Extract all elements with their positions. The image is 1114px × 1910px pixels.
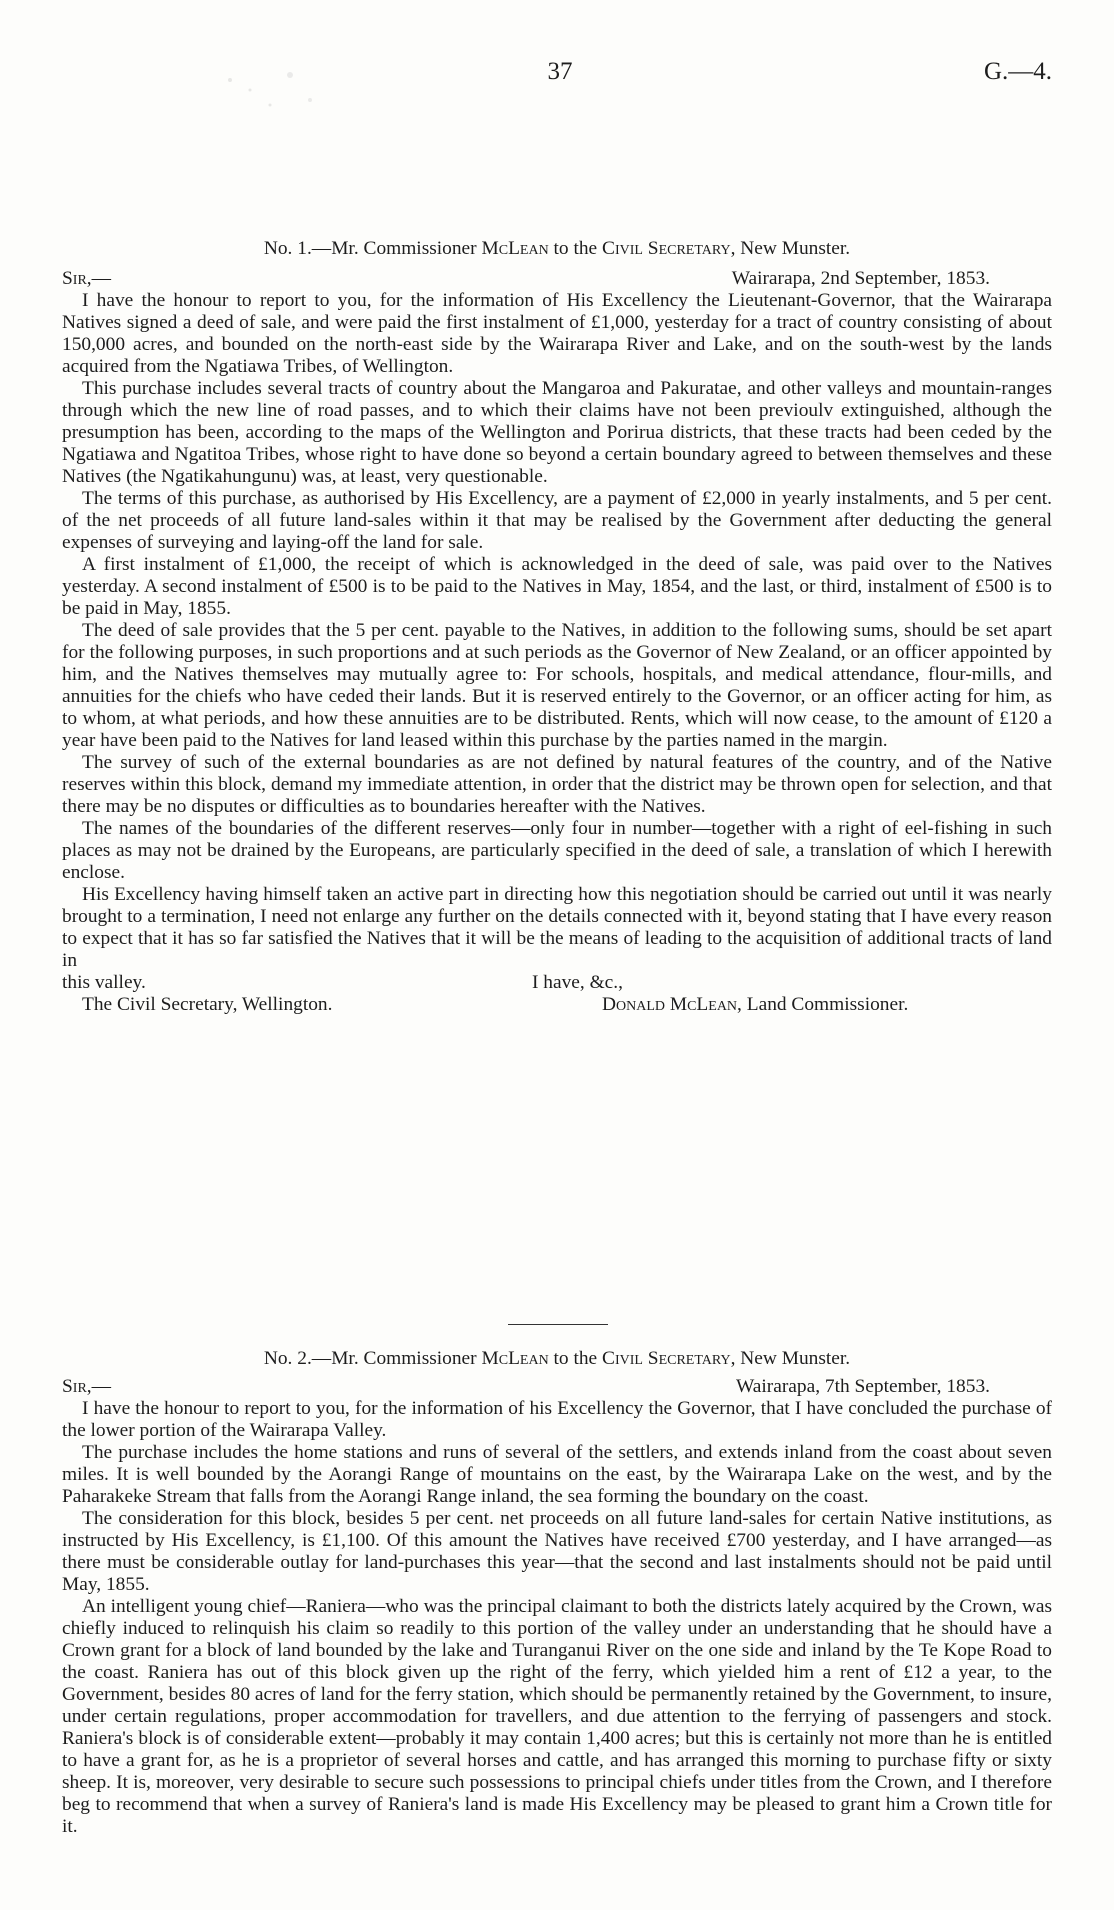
letter-2-heading <box>62 1348 1052 1370</box>
paragraph: I have the honour to report to you, for the information of His Excellency the Lieutenant-Governor, that the Wairarapa Natives signed a deed of sale, and were paid the first instalment of £1,000, yesterday for a tract of country consisting of about 150,000 acres, and bounded on the north-east side by the Wairarapa River and Lake, and on the south-west by the lands acquired from the Ngatiawa Tribes, of Wellington. <box>62 290 1052 377</box>
heading-recipient: Civil Secretary <box>602 1348 731 1369</box>
salutation: Sir,— <box>62 268 112 289</box>
paragraph: The survey of such of the external boundaries as are not defined by natural features of the country, and of the Native reserves within this block, demand my immediate attention, in order that the district may be thrown open for selection, and that there may be no disputes or difficulties as to boundaries hereafter with the Natives. <box>62 752 1052 817</box>
addressee: The Civil Secretary, Wellington. <box>82 994 333 1015</box>
heading-number: No. 1. <box>263 238 312 259</box>
stamp-smudge <box>200 60 340 120</box>
paragraph: The names of the boundaries of the different reserves—only four in number—together with a right of eel-fishing in such places as may not be drained by the Europeans, are particularly specified in the deed of sale, a translation of which I herewith enclose. <box>62 818 1052 883</box>
letter-1-heading <box>62 238 1052 260</box>
heading-sender: McLean <box>481 238 549 259</box>
paragraph: The purchase includes the home stations and runs of several of the settlers, and extends inland from the coast about seven miles. It is well bounded by the Aorangi Range of mountains on the east, by the Wairarapa Lake on the west, and by the Paharakeke Stream that falls from the Aorangi Range inland, the sea forming the boundary on the coast. <box>62 1442 1052 1507</box>
section-divider <box>508 1324 608 1325</box>
letter-1 <box>62 238 1052 1016</box>
paragraph: The deed of sale provides that the 5 per cent. payable to the Natives, in addition to the following sums, should be set apart for the following purposes, in such proportions and at such periods as the Governor of New Zealand, or an officer appointed by him, and the Natives themselves may mutually agree to: For schools, hospitals, and medical attendance, flour-mills, and annuities for the chiefs who have ceded their lands. But it is reserved entirely to the Governor, or an officer acting for him, as to whom, at what periods, and how these annuities are to be distributed. Rents, which will now cease, to the amount of £120 a year have been paid to the Natives for land leased within this purchase by the parties named in the margin. <box>62 620 1052 751</box>
series-code: G.—4. <box>983 58 1052 85</box>
heading-sender: McLean <box>481 1348 549 1369</box>
heading-prefix: —Mr. Commissioner <box>311 1348 482 1369</box>
paragraph: An intelligent young chief—Raniera—who was the principal claimant to both the districts lately acquired by the Crown, was chiefly induced to relinquish his claim so readily to this portion of the valley under an understanding that he should have a Crown grant for a block of land bounded by the lake and Turanganui River on the one side and inland by the Te Kope Road to the coast. Raniera has out of this block given up the right of the ferry, which yielded him a rent of £12 a year, to the Government, besides 80 acres of land for the ferry station, which should be permanently retained by the Government, to insure, under certain regulations, proper accommodation for travellers, and due attention to the ferrying of passengers and stock. Raniera's block is of considerable extent—probably it may contain 1,400 acres; but this is certainly not more than he is entitled to have a grant for, as he is a proprietor of several horses and cattle, and has arranged this morning to purchase fifty or sixty sheep. It is, moreover, very desirable to secure such possessions to principal chiefs under titles from the Crown, and I therefore beg to recommend that when a survey of Raniera's land is made His Excellency may be pleased to grant him a Crown title for it. <box>62 1596 1052 1837</box>
salutation-row <box>62 1376 1052 1398</box>
closing: I have, &c., <box>532 972 623 993</box>
closing-row <box>62 972 1052 994</box>
paragraph: The consideration for this block, besides 5 per cent. net proceeds on all future land-sales for certain Native institutions, as instructed by His Excellency, is £1,100. Of this amount the Natives have received £700 yesterday, and I have arranged—as there must be considerable outlay for land-purchases this year—that the second and last instalments should not be paid until May, 1855. <box>62 1508 1052 1595</box>
heading-number: No. 2. <box>263 1348 312 1369</box>
salutation: Sir,— <box>62 1376 112 1397</box>
paragraph: This purchase includes several tracts of country about the Mangaroa and Pakuratae, and other valleys and mountain-ranges through which the new line of road passes, and to which their claims have not been previoulv extinguished, although the presumption has been, according to the maps of the Wellington and Porirua districts, that these tracts had been ceded by the Ngatiawa and Ngatitoa Tribes, whose right to have done so beyond a certain boundary agreed to between themselves and these Natives (the Ngatikahungunu) was, at least, very questionable. <box>62 378 1052 487</box>
place-date: Wairarapa, 7th September, 1853. <box>736 1376 990 1397</box>
paragraph: A first instalment of £1,000, the receipt of which is acknowledged in the deed of sale, was paid over to the Natives yesterday. A second instalment of £500 is to be paid to the Natives in May, 1854, and the last, or third, instalment of £500 is to be paid in May, 1855. <box>62 554 1052 619</box>
heading-tail: , New Munster. <box>730 1348 851 1369</box>
paragraph: His Excellency having himself taken an active part in directing how this negotiation should be carried out until it was nearly brought to a termination, I need not enlarge any further on the details connected with it, beyond stating that I have every reason to expect that it has so far satisfied the Natives that it will be the means of leading to the acquisition of additional tracts of land in <box>62 884 1052 971</box>
paragraph: I have the honour to report to you, for the information of his Excellency the Governor, that I have concluded the purchase of the lower portion of the Wairarapa Valley. <box>62 1398 1052 1441</box>
salutation-row <box>62 268 1052 290</box>
signature-title: , Land Commissioner. <box>737 994 909 1015</box>
signature-name: Donald McLean <box>602 994 738 1015</box>
heading-to: to the <box>548 1348 603 1369</box>
letter-2 <box>62 1348 1052 1838</box>
heading-recipient: Civil Secretary <box>602 238 731 259</box>
place-date: Wairarapa, 2nd September, 1853. <box>731 268 990 289</box>
heading-tail: , New Munster. <box>730 238 851 259</box>
last-line: this valley. <box>62 972 146 993</box>
paragraph: The terms of this purchase, as authorised by His Excellency, are a payment of £2,000 in yearly instalments, and 5 per cent. of the net proceeds of all future land-sales within it that may be realised by the Government after deducting the general expenses of surveying and laying-off the land for sale. <box>62 488 1052 553</box>
page-number: 37 <box>547 58 573 85</box>
heading-prefix: —Mr. Commissioner <box>311 238 482 259</box>
signature-row <box>62 994 1052 1016</box>
heading-to: to the <box>548 238 603 259</box>
